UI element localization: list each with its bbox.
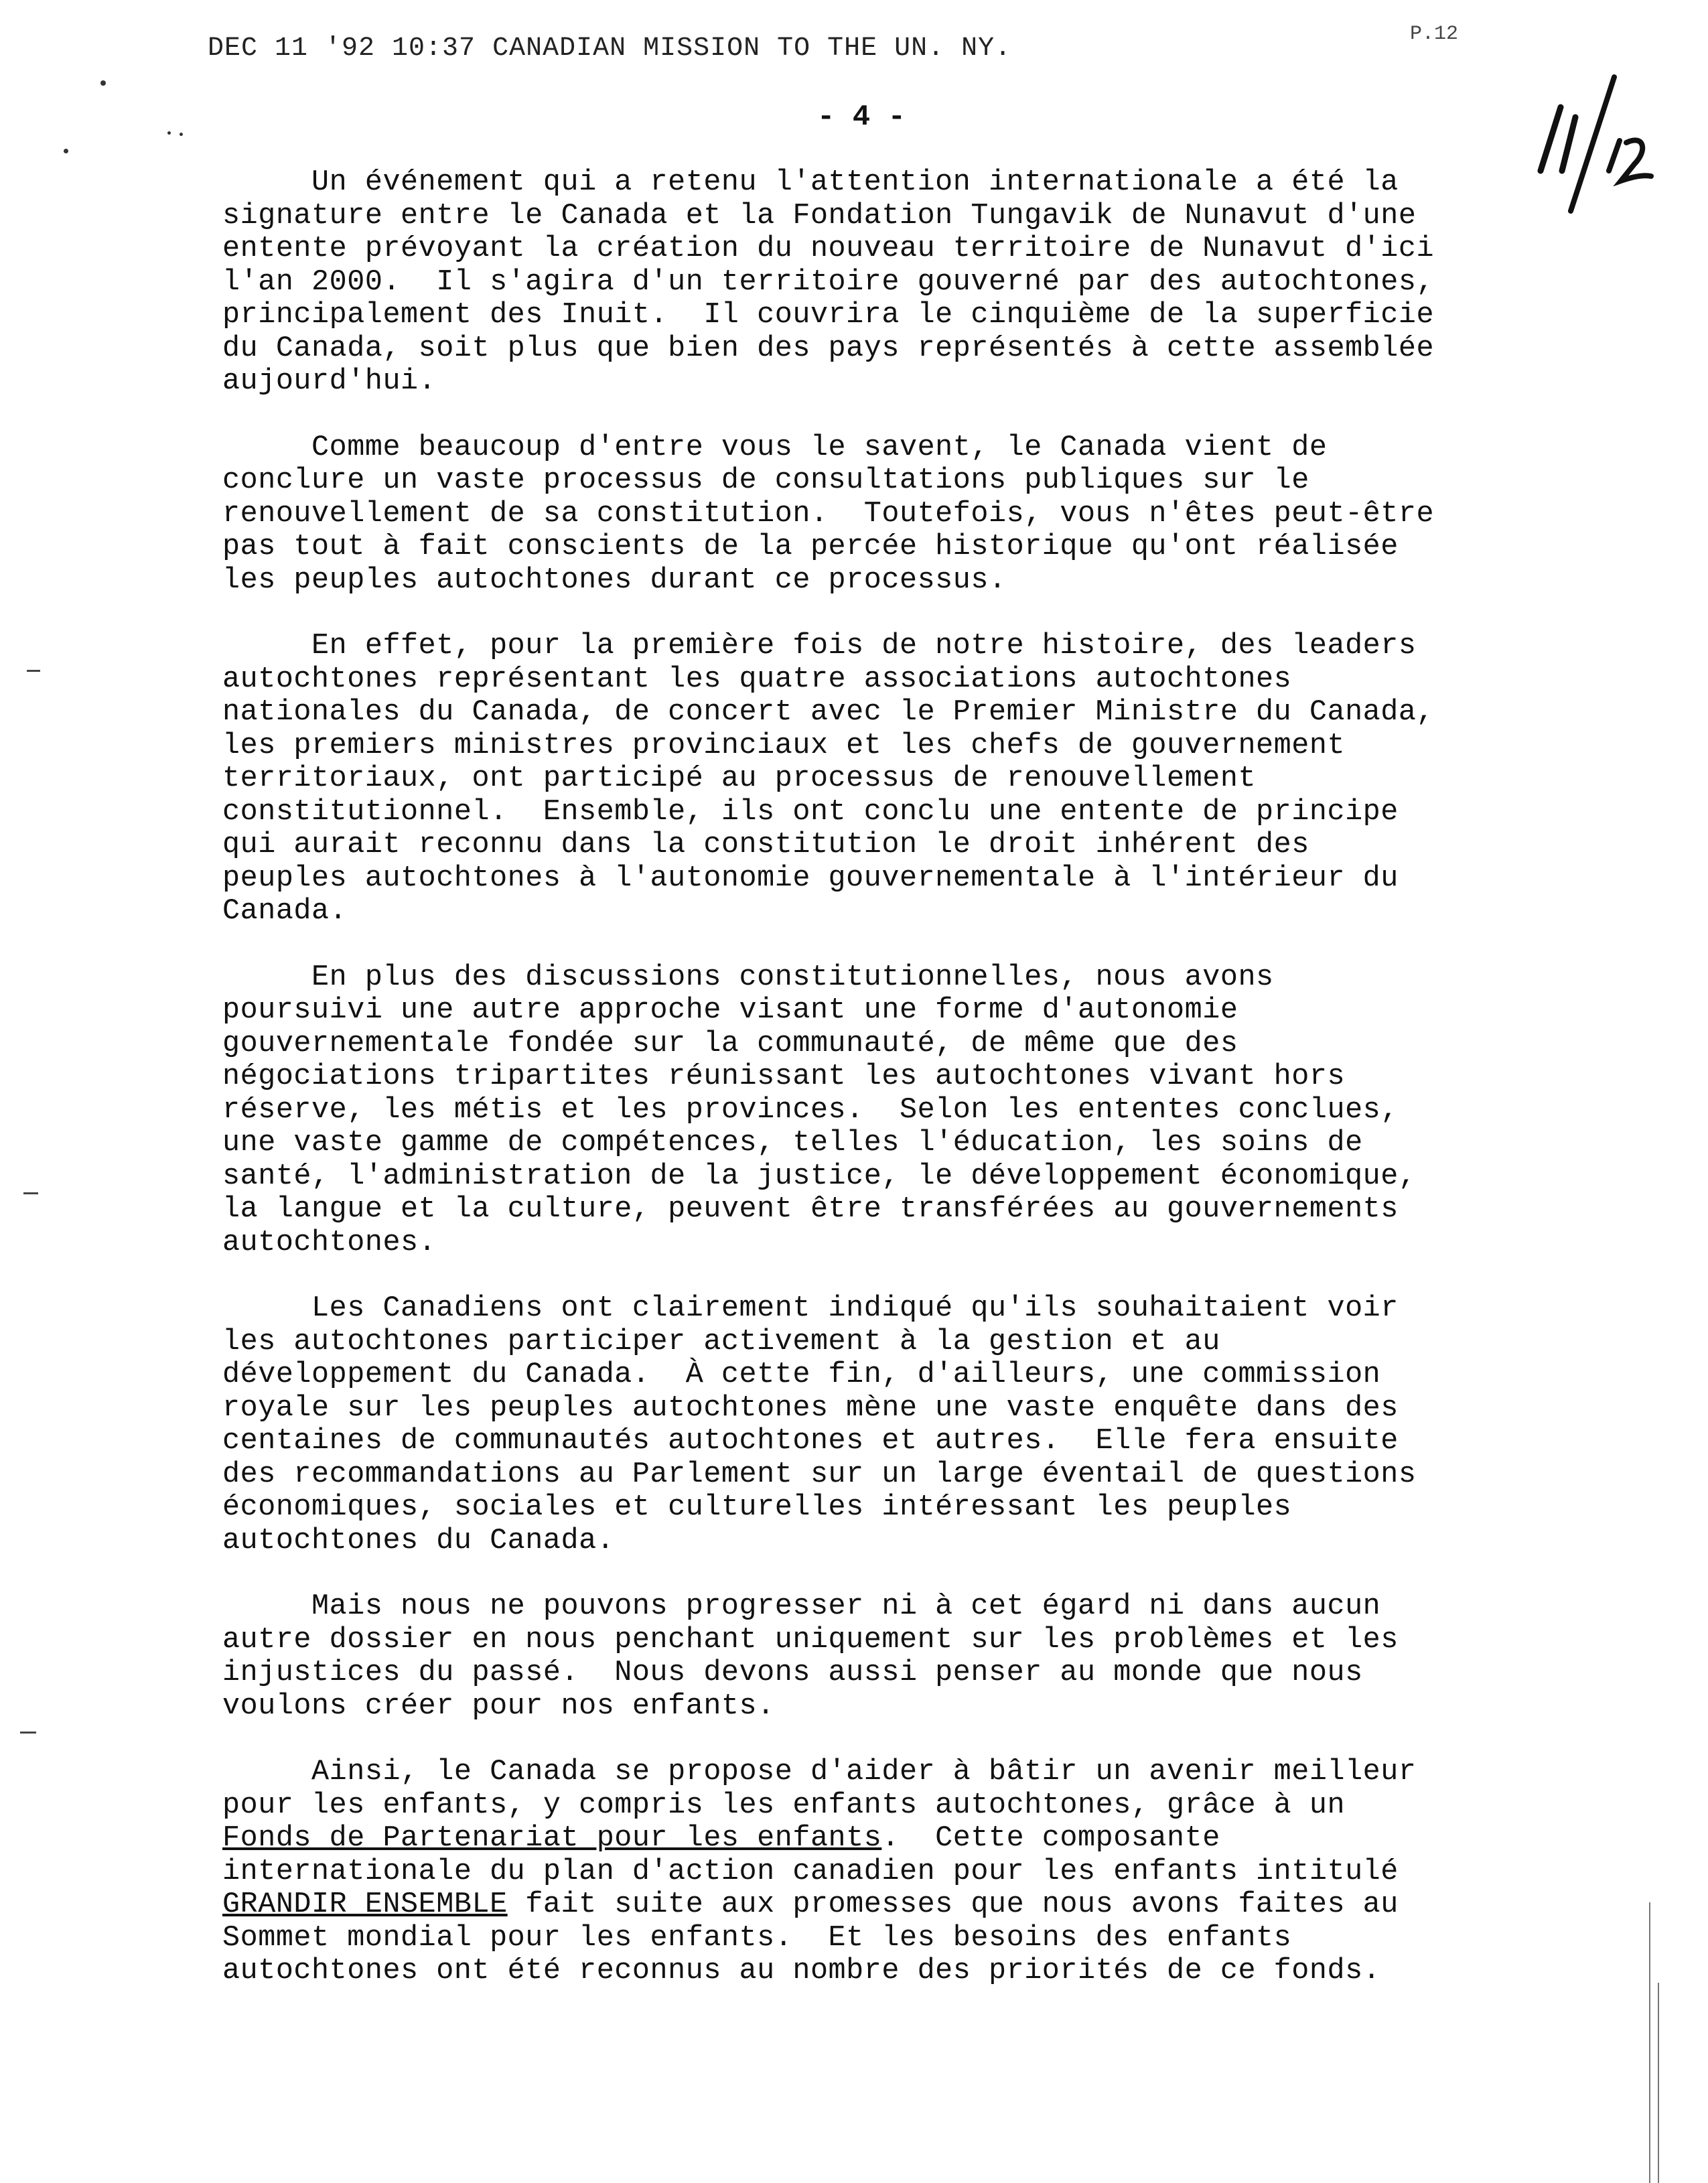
text-line: les autochtones participer activement à la gestion et au bbox=[222, 1325, 1220, 1358]
text-segment: . Cette composante bbox=[881, 1822, 1220, 1855]
scan-edge-line bbox=[1649, 1902, 1650, 2183]
text-line: renouvellement de sa constitution. Toutefois, vous n'êtes peut-être bbox=[222, 497, 1435, 531]
text-segment: fait suite aux promesses que nous avons faites au bbox=[507, 1888, 1399, 1921]
text-line: autre dossier en nous penchant uniquement sur les problèmes et les bbox=[222, 1623, 1399, 1657]
scan-dash bbox=[27, 670, 40, 672]
text-line: internationale du plan d'action canadien pour les enfants intitulé bbox=[222, 1855, 1399, 1888]
text-line: qui aurait reconnu dans la constitution le droit inhérent des bbox=[222, 829, 1309, 861]
text-line: Un événement qui a retenu l'attention internationale a été la bbox=[222, 166, 1399, 199]
text-line: réserve, les métis et les provinces. Selon les ententes conclues, bbox=[222, 1093, 1399, 1127]
paragraph-partnership-fund bbox=[222, 1756, 1555, 1988]
text-line: aujourd'hui. bbox=[222, 365, 437, 398]
text-line: entente prévoyant la création du nouveau territoire de Nunavut d'ici bbox=[222, 232, 1435, 265]
text-line: autochtones représentant les quatre associations autochtones bbox=[222, 662, 1292, 696]
paragraph-consultations bbox=[222, 431, 1555, 597]
text-line: l'an 2000. Il s'agira d'un territoire gouverné par des autochtones, bbox=[222, 265, 1435, 299]
scan-speck bbox=[64, 149, 68, 153]
text-line: économiques, sociales et culturelles intéressant les peuples bbox=[222, 1491, 1292, 1524]
paragraph-future-children bbox=[222, 1590, 1555, 1723]
text-line: En effet, pour la première fois de notre histoire, des leaders bbox=[222, 630, 1417, 662]
text-line: Canada. bbox=[222, 895, 348, 928]
page-number: - 4 - bbox=[817, 100, 906, 134]
text-line: autochtones. bbox=[222, 1226, 437, 1259]
text-line: une vaste gamme de compétences, telles l'éducation, les soins de bbox=[222, 1127, 1363, 1159]
scan-dash bbox=[20, 1732, 36, 1734]
text-line: royale sur les peuples autochtones mène une vaste enquête dans des bbox=[222, 1391, 1399, 1425]
fax-page-tag: P.12 bbox=[1410, 23, 1459, 46]
text-line: signature entre le Canada et la Fondation Tungavik de Nunavut d'une bbox=[222, 199, 1417, 232]
text-line: Les Canadiens ont clairement indiqué qu'ils souhaitaient voir bbox=[222, 1292, 1399, 1325]
text-line: constitutionnel. Ensemble, ils ont conclu une entente de principe bbox=[222, 795, 1399, 829]
text-line bbox=[222, 1822, 1555, 1855]
text-line: territoriaux, ont participé au processus de renouvellement bbox=[222, 762, 1257, 795]
scan-dash bbox=[23, 1192, 38, 1194]
text-line: gouvernementale fondée sur la communauté, de même que des bbox=[222, 1027, 1238, 1060]
text-line: la langue et la culture, peuvent être transférées au gouvernements bbox=[222, 1193, 1399, 1226]
text-line: voulons créer pour nos enfants. bbox=[222, 1689, 775, 1723]
text-line: injustices du passé. Nous devons aussi penser au monde que nous bbox=[222, 1657, 1363, 1689]
text-line: Comme beaucoup d'entre vous le savent, le Canada vient de bbox=[222, 431, 1328, 464]
text-line: négociations tripartites réunissant les autochtones vivant hors bbox=[222, 1060, 1346, 1093]
document-body bbox=[222, 166, 1555, 2021]
text-line: les premiers ministres provinciaux et les chefs de gouvernement bbox=[222, 729, 1346, 762]
paragraph-royal-commission bbox=[222, 1292, 1555, 1557]
text-line: poursuivi une autre approche visant une forme d'autonomie bbox=[222, 994, 1238, 1027]
text-line: Mais nous ne pouvons progresser ni à cet égard ni dans aucun bbox=[222, 1590, 1381, 1623]
text-line bbox=[222, 1888, 1555, 1922]
scan-edge-line bbox=[1658, 1983, 1659, 2183]
scan-speck bbox=[100, 80, 106, 86]
scan-speck bbox=[167, 131, 171, 135]
plan-title-underlined: GRANDIR ENSEMBLE bbox=[222, 1888, 508, 1921]
text-line: autochtones du Canada. bbox=[222, 1524, 615, 1557]
text-line: autochtones ont été reconnus au nombre des priorités de ce fonds. bbox=[222, 1955, 1381, 1987]
text-line: Ainsi, le Canada se propose d'aider à bâtir un avenir meilleur bbox=[222, 1756, 1417, 1788]
text-line: pas tout à fait conscients de la percée historique qu'ont réalisée bbox=[222, 531, 1399, 563]
text-line: peuples autochtones à l'autonomie gouvernementale à l'intérieur du bbox=[222, 861, 1399, 895]
fax-transmission-header: DEC 11 '92 10:37 CANADIAN MISSION TO THE UN. NY. bbox=[208, 33, 1012, 64]
text-line: des recommandations au Parlement sur un large éventail de questions bbox=[222, 1458, 1417, 1491]
text-line: développement du Canada. À cette fin, d'ailleurs, une commission bbox=[222, 1358, 1381, 1391]
paragraph-nunavut bbox=[222, 166, 1555, 399]
text-line: centaines de communautés autochtones et autres. Elle fera ensuite bbox=[222, 1425, 1399, 1458]
text-line: En plus des discussions constitutionnelles, nous avons bbox=[222, 961, 1274, 994]
text-line: les peuples autochtones durant ce processus. bbox=[222, 563, 1007, 597]
text-line: Sommet mondial pour les enfants. Et les besoins des enfants bbox=[222, 1921, 1292, 1955]
text-line: conclure un vaste processus de consultations publiques sur le bbox=[222, 464, 1309, 497]
paragraph-constitutional-process bbox=[222, 630, 1555, 928]
text-line: du Canada, soit plus que bien des pays représentés à cette assemblée bbox=[222, 332, 1435, 365]
paragraph-self-government bbox=[222, 961, 1555, 1260]
text-line: pour les enfants, y compris les enfants autochtones, grâce à un bbox=[222, 1788, 1346, 1822]
text-line: santé, l'administration de la justice, le développement économique, bbox=[222, 1159, 1417, 1193]
fund-name-underlined: Fonds de Partenariat pour les enfants bbox=[222, 1822, 882, 1855]
scan-speck bbox=[180, 133, 183, 136]
text-line: nationales du Canada, de concert avec le Premier Ministre du Canada, bbox=[222, 696, 1435, 729]
text-line: principalement des Inuit. Il couvrira le cinquième de la superficie bbox=[222, 299, 1435, 332]
